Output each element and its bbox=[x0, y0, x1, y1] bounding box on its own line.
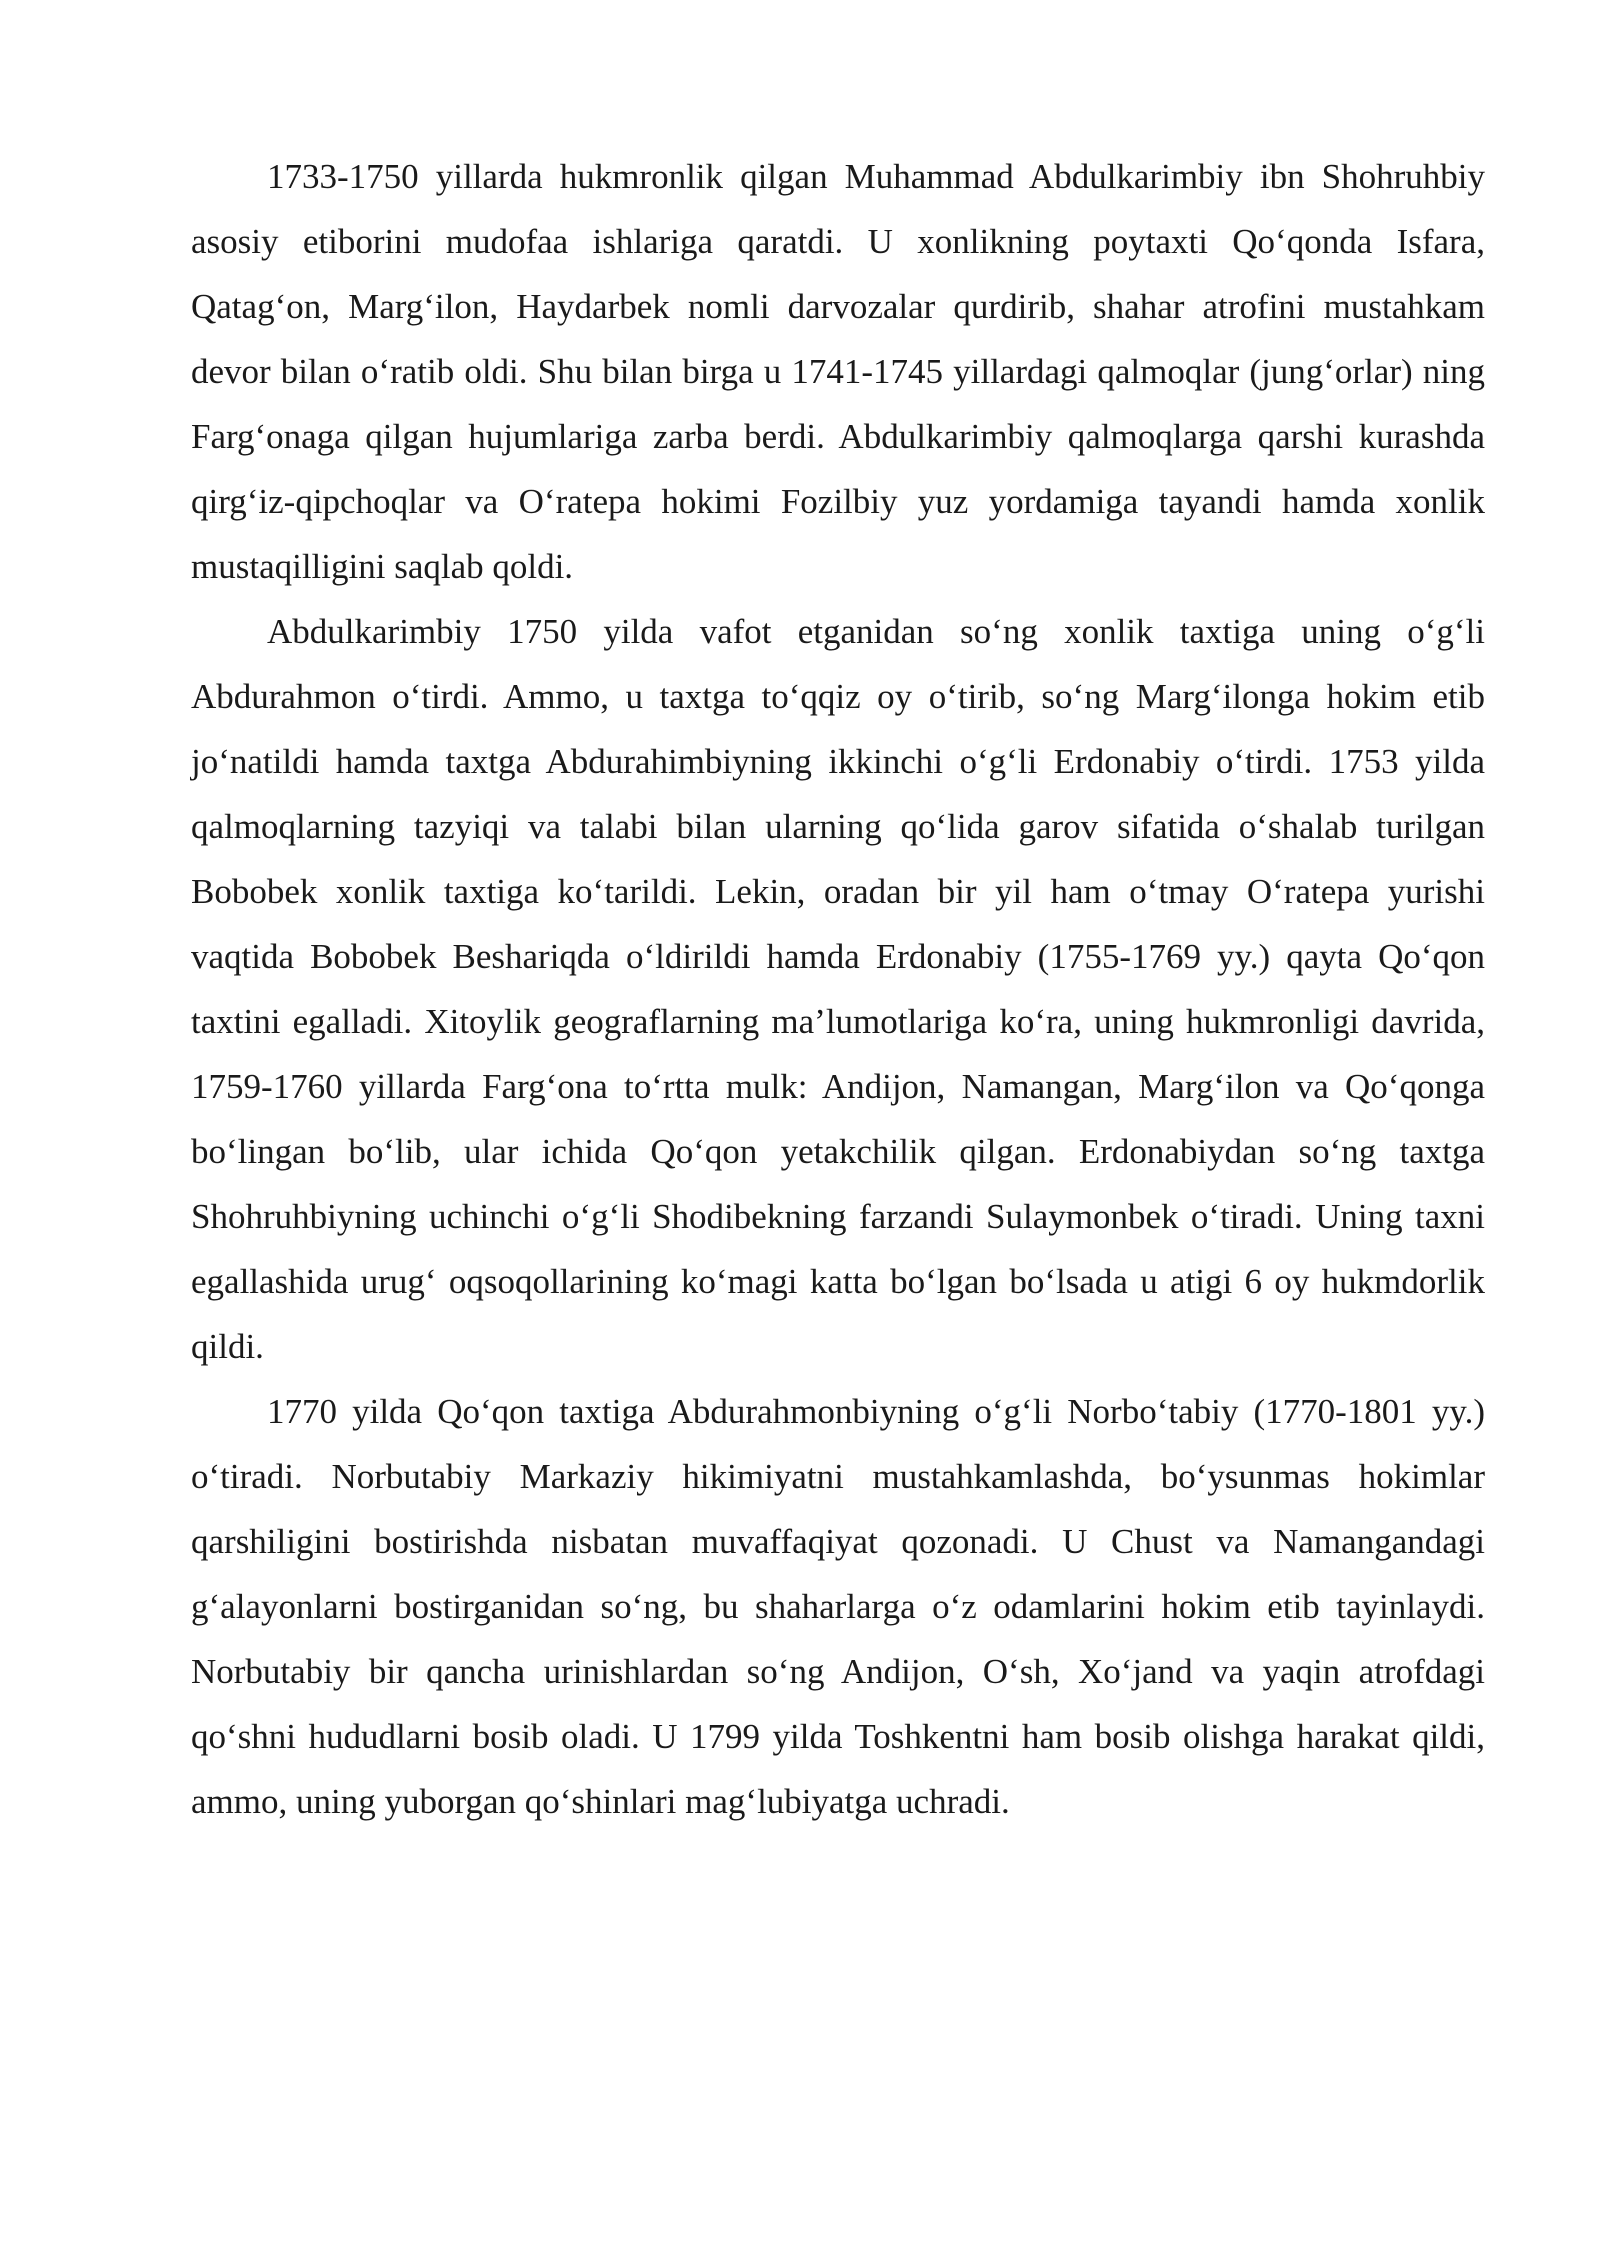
paragraph-3: 1770 yilda Qo‘qon taxtiga Abdurahmonbiyning o‘g‘li Norbo‘tabiy (1770-1801 yy.) o‘tiradi. Norbutabiy Markaziy hikimiyatni mustahkamlashda, bo‘ysunmas hokimlar qarshiligini bostirishda nisbatan muvaffaqiyat qozonadi. U Chust va Namangandagi g‘alayonlarni bostirganidan so‘ng, bu shaharlarga o‘z odamlarini hokim etib tayinlaydi. Norbutabiy bir qancha urinishlardan so‘ng Andijon, O‘sh, Xo‘jand va yaqin atrofdagi qo‘shni hududlarni bosib oladi. U 1799 yilda Toshkentni ham bosib olishga harakat qildi, ammo, uning yuborgan qo‘shinlari mag‘lubiyatga uchradi. bbox=[191, 1392, 1485, 1821]
document-body bbox=[191, 144, 1485, 1834]
paragraph-1: 1733-1750 yillarda hukmronlik qilgan Muhammad Abdulkarimbiy ibn Shohruhbiy asosiy etiborini mudofaa ishlariga qaratdi. U xonlikning poytaxti Qo‘qonda Isfara, Qatag‘on, Marg‘ilon, Haydarbek nomli darvozalar qurdirib, shahar atrofini mustahkam devor bilan o‘ratib oldi. Shu bilan birga u 1741-1745 yillardagi qalmoqlar (jung‘orlar) ning Farg‘onaga qilgan hujumlariga zarba berdi. Abdulkarimbiy qalmoqlarga qarshi kurashda qirg‘iz-qipchoqlar va O‘ratepa hokimi Fozilbiy yuz yordamiga tayandi hamda xonlik mustaqilligini saqlab qoldi. bbox=[191, 157, 1485, 586]
paragraph-2: Abdulkarimbiy 1750 yilda vafot etganidan so‘ng xonlik taxtiga uning o‘g‘li Abdurahmon o‘tirdi. Ammo, u taxtga to‘qqiz oy o‘tirib, so‘ng Marg‘ilonga hokim etib jo‘natildi hamda taxtga Abdurahimbiyning ikkinchi o‘g‘li Erdonabiy o‘tirdi. 1753 yilda qalmoqlarning tazyiqi va talabi bilan ularning qo‘lida garov sifatida o‘shalab turilgan Bobobek xonlik taxtiga ko‘tarildi. Lekin, oradan bir yil ham o‘tmay O‘ratepa yurishi vaqtida Bobobek Beshariqda o‘ldirildi hamda Erdonabiy (1755-1769 yy.) qayta Qo‘qon taxtini egalladi. Xitoylik geograflarning ma’lumotlariga ko‘ra, uning hukmronligi davrida, 1759-1760 yillarda Farg‘ona to‘rtta mulk: Andijon, Namangan, Marg‘ilon va Qo‘qonga bo‘lingan bo‘lib, ular ichida Qo‘qon yetakchilik qilgan. Erdonabiydan so‘ng taxtga Shohruhbiyning uchinchi o‘g‘li Shodibekning farzandi Sulaymonbek o‘tiradi. Uning taxni egallashida urug‘ oqsoqollarining ko‘magi katta bo‘lgan bo‘lsada u atigi 6 oy hukmdorlik qildi. bbox=[191, 612, 1485, 1366]
